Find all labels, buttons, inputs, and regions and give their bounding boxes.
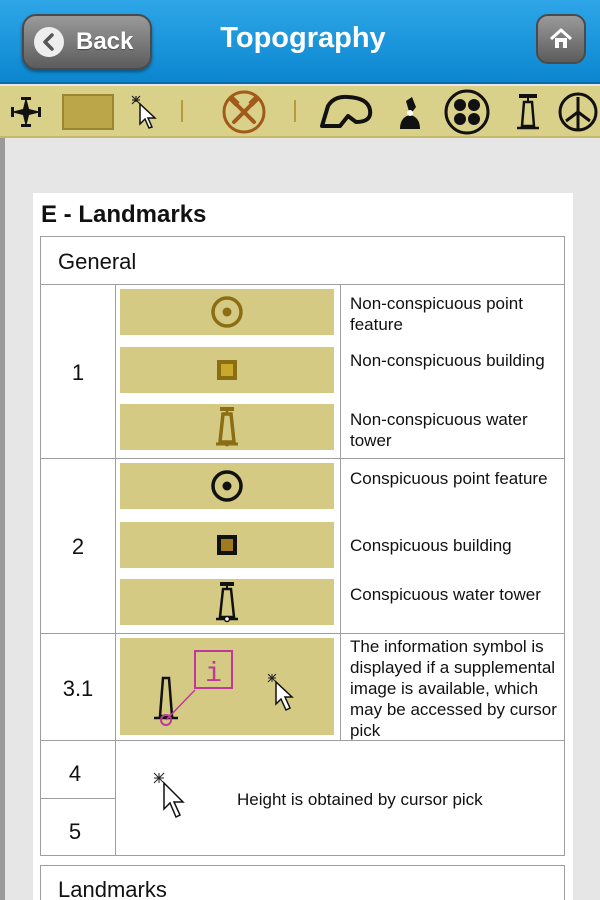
toolbar-divider [181, 100, 183, 122]
symbol-swatch [120, 522, 334, 568]
symbol-description: Conspicuous water tower [350, 585, 541, 604]
app-header [0, 0, 600, 84]
back-arrow-icon [34, 27, 64, 57]
symbol-swatch [120, 289, 334, 335]
cursor-pick-icon[interactable] [128, 86, 160, 138]
row-id: 5 [68, 819, 82, 844]
symbol-description: Non-conspicuous water tower [350, 410, 528, 450]
toolbar-divider [294, 100, 296, 122]
page-title: Topography [220, 22, 386, 54]
row-id: 2 [71, 534, 85, 559]
wind-turbine-icon[interactable] [556, 86, 600, 138]
back-button[interactable] [22, 14, 152, 70]
symbol-description: Conspicuous point feature [350, 469, 548, 488]
symbol-toolbar [0, 86, 600, 138]
symbol-swatch [120, 579, 334, 625]
water-tower-icon[interactable] [510, 86, 546, 138]
content-panel [33, 193, 573, 900]
symbol-swatch [120, 347, 334, 393]
back-button-label: Back [76, 28, 134, 55]
symbol-swatch [120, 404, 334, 450]
windmill-icon[interactable] [392, 86, 428, 138]
symbol-description: Height is obtained by cursor pick [237, 790, 483, 809]
symbol-description: Conspicuous building [350, 536, 512, 555]
non-conspicuous-point-feature-icon [120, 289, 334, 335]
area-fill-icon[interactable] [60, 86, 116, 138]
row-id: 4 [68, 761, 82, 786]
cursor-pick-icon [268, 674, 292, 710]
conspicuous-water-tower-icon [120, 579, 334, 625]
conspicuous-building-icon [120, 522, 334, 568]
non-conspicuous-building-icon [120, 347, 334, 393]
landmarks-label: Landmarks [58, 877, 167, 900]
section-title: E - Landmarks [41, 201, 207, 228]
symbol-description: The information symbol is displayed if a supplemental image is available, which may be accessed by cursor pick [350, 637, 557, 740]
non-conspicuous-water-tower-icon [120, 404, 334, 450]
cave-icon[interactable] [316, 86, 376, 138]
compass-rose-icon[interactable] [6, 86, 46, 138]
circle-pattern-icon[interactable] [440, 86, 494, 138]
home-icon [548, 26, 574, 52]
general-label: General [58, 249, 137, 274]
conspicuous-point-feature-icon [120, 463, 334, 509]
info-letter: i [205, 659, 222, 690]
sidebar-edge [0, 138, 5, 900]
row-id: 3.1 [62, 676, 94, 701]
row-id: 1 [71, 360, 85, 385]
symbol-description: Non-conspicuous building [350, 351, 545, 370]
cursor-pick-icon [151, 771, 191, 823]
mine-icon[interactable] [214, 86, 274, 138]
symbol-description: Non-conspicuous point feature [350, 294, 523, 334]
symbol-swatch [120, 638, 334, 735]
home-button[interactable] [536, 14, 586, 64]
symbol-swatch [120, 463, 334, 509]
